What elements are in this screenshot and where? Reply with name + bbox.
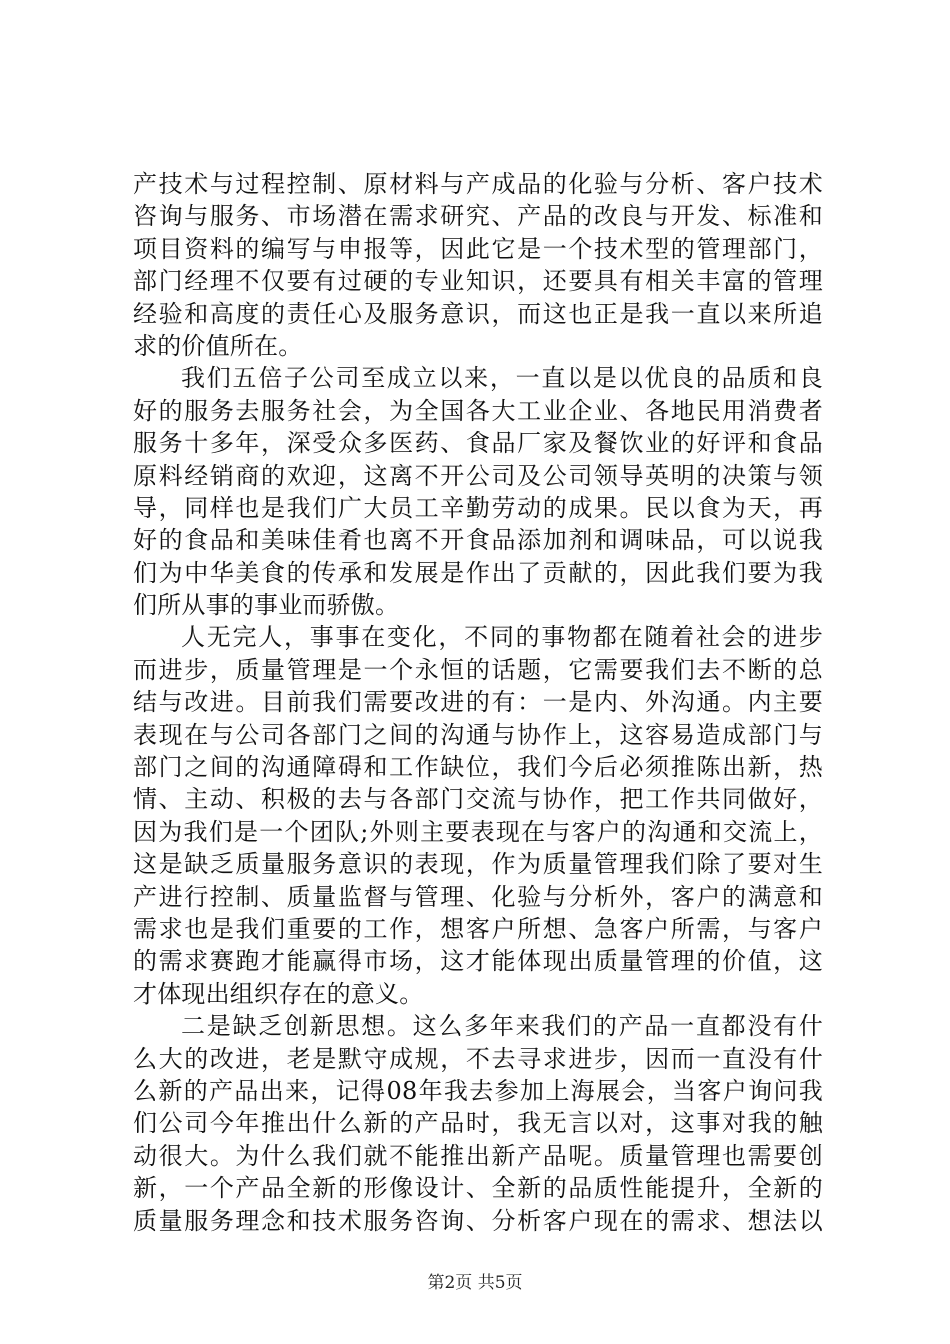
text-line: 咨询与服务、市场潜在需求研究、产品的改良与开发、标准和 bbox=[133, 202, 823, 231]
text-line: 经验和高度的责任心及服务意识，而这也正是我一直以来所追 bbox=[133, 299, 823, 328]
paragraph-start-line: 我们五倍子公司至成立以来，一直以是以优良的品质和良 bbox=[181, 364, 823, 393]
text-line: 服务十多年，深受众多医药、食品厂家及餐饮业的好评和食品 bbox=[133, 429, 823, 458]
text-line: 好的食品和美味佳肴也离不开食品添加剂和调味品，可以说我 bbox=[133, 526, 823, 555]
text-line: 这是缺乏质量服务意识的表现，作为质量管理我们除了要对生 bbox=[133, 850, 823, 879]
text-line: 因为我们是一个团队;外则主要表现在与客户的沟通和交流上， bbox=[133, 817, 823, 846]
text-line: 们公司今年推出什么新的产品时，我无言以对，这事对我的触 bbox=[133, 1109, 823, 1138]
page-footer: 第2页 共5页 bbox=[427, 1273, 523, 1293]
text-line: 项目资料的编写与申报等，因此它是一个技术型的管理部门， bbox=[133, 234, 823, 263]
text-line: 么大的改进，老是默守成规，不去寻求进步，因而一直没有什 bbox=[133, 1044, 823, 1073]
text-line: 们为中华美食的传承和发展是作出了贡献的，因此我们要为我 bbox=[133, 558, 823, 587]
text-line: 质量服务理念和技术服务咨询、分析客户现在的需求、想法以 bbox=[133, 1206, 823, 1235]
text-line: 产进行控制、质量监督与管理、化验与分析外，客户的满意和 bbox=[133, 882, 823, 911]
text-line: 么新的产品出来，记得08年我去参加上海展会，当客户询问我 bbox=[133, 1076, 823, 1105]
text-line: 需求也是我们重要的工作，想客户所想、急客户所需，与客户 bbox=[133, 914, 823, 943]
paragraph-start-line: 人无完人，事事在变化，不同的事物都在随着社会的进步 bbox=[181, 623, 823, 652]
text-line: 新，一个产品全新的形像设计、全新的品质性能提升，全新的 bbox=[133, 1174, 823, 1203]
text-line: 表现在与公司各部门之间的沟通与协作上，这容易造成部门与 bbox=[133, 720, 823, 749]
text-line: 情、主动、积极的去与各部门交流与协作，把工作共同做好， bbox=[133, 785, 823, 814]
text-line: 部门经理不仅要有过硬的专业知识，还要具有相关丰富的管理 bbox=[133, 267, 823, 296]
text-line: 原料经销商的欢迎，这离不开公司及公司领导英明的决策与领 bbox=[133, 461, 823, 490]
text-line: 才体现出组织存在的意义。 bbox=[133, 979, 424, 1008]
text-line: 产技术与过程控制、原材料与产成品的化验与分析、客户技术 bbox=[133, 170, 823, 198]
text-line: 们所从事的事业而骄傲。 bbox=[133, 591, 400, 620]
text-line: 导，同样也是我们广大员工辛勤劳动的成果。民以食为天，再 bbox=[133, 493, 823, 522]
text-line: 结与改进。目前我们需要改进的有：一是内、外沟通。内主要 bbox=[133, 688, 823, 717]
text-line: 动很大。为什么我们就不能推出新产品呢。质量管理也需要创 bbox=[133, 1141, 823, 1170]
text-line: 好的服务去服务社会，为全国各大工业企业、各地民用消费者 bbox=[133, 396, 823, 425]
document-body bbox=[133, 168, 823, 1237]
paragraph-start-line: 二是缺乏创新思想。这么多年来我们的产品一直都没有什 bbox=[181, 1012, 823, 1041]
text-line: 的需求赛跑才能赢得市场，这才能体现出质量管理的价值，这 bbox=[133, 947, 823, 976]
text-line: 而进步，质量管理是一个永恒的话题，它需要我们去不断的总 bbox=[133, 655, 823, 684]
text-line: 部门之间的沟通障碍和工作缺位，我们今后必须推陈出新，热 bbox=[133, 753, 823, 782]
text-line: 求的价值所在。 bbox=[133, 331, 303, 360]
